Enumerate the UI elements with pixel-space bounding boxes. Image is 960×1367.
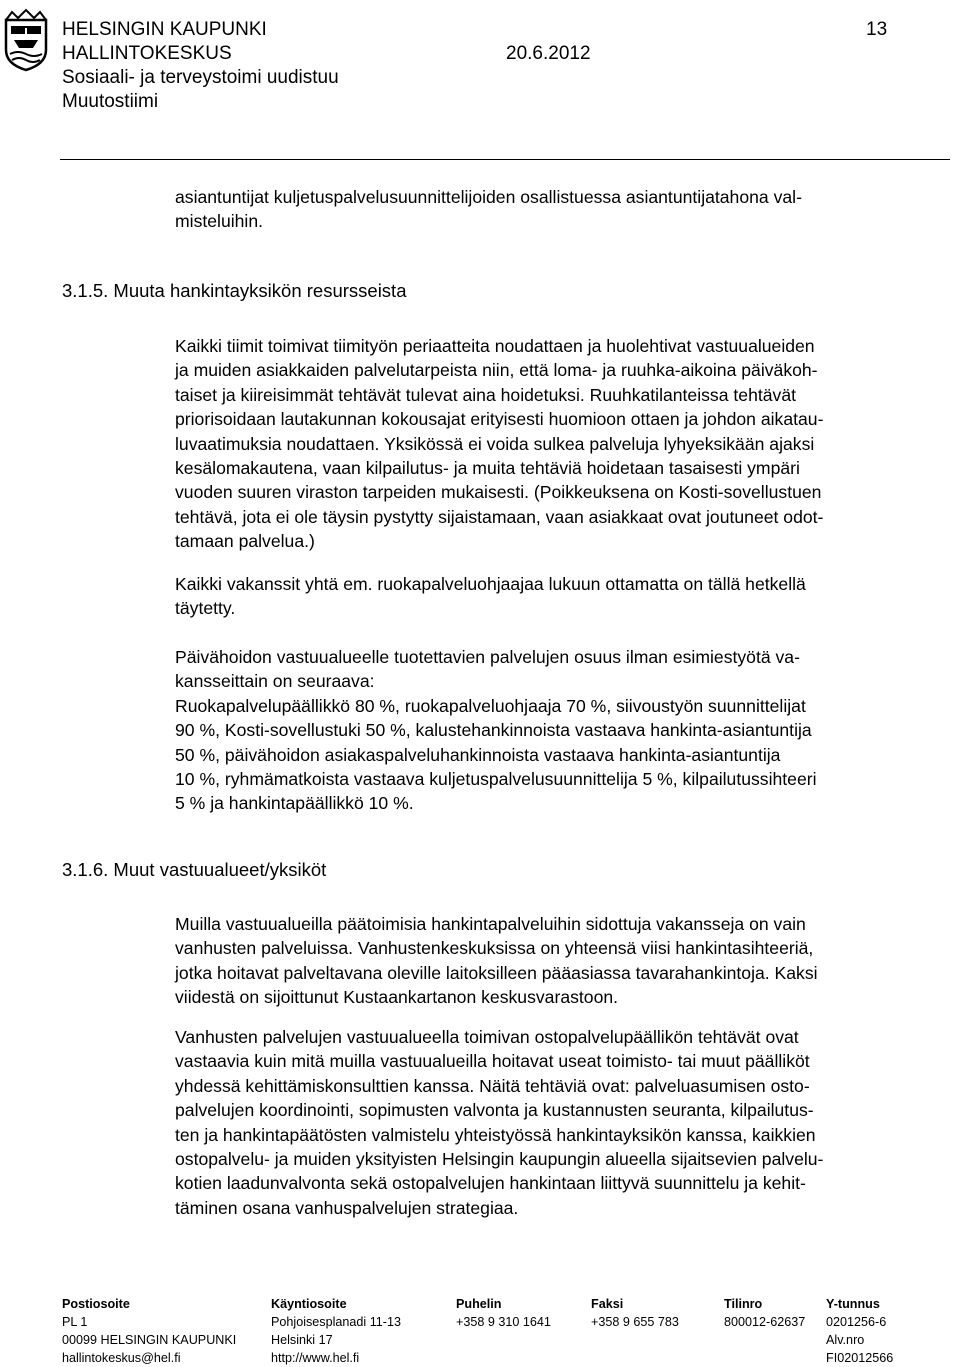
footer-fax: Faksi +358 9 655 783 <box>591 1297 679 1329</box>
header-office: HALLINTOKESKUS <box>62 43 232 64</box>
footer-account-number: Tilinro 800012-62637 <box>724 1297 806 1329</box>
header-date: 20.6.2012 <box>506 43 591 64</box>
section-316-paragraph-2: Vanhusten palvelujen vastuualueella toimivan ostopalvelupäällikön tehtävät ovat vastaavia kuin mitä muilla vastuualueilla hoitavat useat toimisto- tai muut päälliköt yhdessä kehittämiskonsulttien kanssa. Näitä tehtäviä ovat: palveluasumisen osto- palvelujen koordinointi, sopimusten valvonta ja kustannusten seuranta, kilpailutus- ten ja hankintapäätösten valmistelu yhteistyössä hankintayksikön kanssa, kaikkien ostopalvelu- ja muiden yksityisten Helsingin kaupungin alueella sijaitsevien palvelu- kotien laadunvalvonta sekä ostopalvelujen hankintaan liittyvä suunnittelu ja kehit- täminen osana vanhuspalvelujen strategiaa. <box>175 1027 824 1218</box>
header-org: HELSINGIN KAUPUNKI <box>62 19 267 40</box>
header-unit: Sosiaali- ja terveystoimi uudistuu <box>62 67 339 88</box>
footer-visiting-address: Käyntiosoite Pohjoisesplanadi 11-13 Helsinki 17 http://www.hel.fi <box>271 1297 401 1365</box>
footer-postal-address: Postiosoite PL 1 00099 HELSINGIN KAUPUNKI hallintokeskus@hel.fi <box>62 1297 237 1365</box>
helsinki-crest-logo <box>2 6 50 72</box>
footer-phone: Puhelin +358 9 310 1641 <box>456 1297 551 1329</box>
intro-paragraph: asiantuntijat kuljetuspalvelusuunnittelijoiden osallistuessa asiantuntijatahona val- misteluihin. <box>175 187 802 232</box>
header-subunit: Muutostiimi <box>62 91 159 112</box>
header-divider <box>60 159 950 160</box>
footer-business-id: Y-tunnus 0201256-6 Alv.nro FI02012566 <box>826 1297 894 1365</box>
section-316-paragraph-1: Muilla vastuualueilla päätoimisia hankintapalveluihin sidottuja vakansseja on vain vanhusten palveluissa. Vanhustenkeskuksissa on yhteensä viisi hankintasihteeriä, jotka hoitavat palveltavana oleville laitoksilleen pääasiassa tavarahankintoja. Kaksi viidestä on sijoittunut Kustaankartanon keskusvarastoon. <box>175 914 818 1008</box>
section-315-paragraph-2: Kaikki vakanssit yhtä em. ruokapalveluohjaajaa lukuun ottamatta on tällä hetkellä täytetty. <box>175 574 806 619</box>
page-number: 13 <box>866 19 888 40</box>
section-315-paragraph-3: Päivähoidon vastuualueelle tuotettavien palvelujen osuus ilman esimiestyötä va- kansseittain on seuraava: Ruokapalvelupäällikkö 80 %, ruokapalveluohjaaja 70 %, siivoustyön suunnittelijat 90 %, Kosti-sovellustuki 50 %, kalustehankinnoista vastaava hankinta-asiantuntija 50 %, päivähoidon asiakaspalveluhankinnoista vastaava hankinta-asiantuntija 10 %, ryhmämatkoista vastaava kuljetuspalvelusuunnittelija 5 %, kilpailutussihteeri 5 % ja hankintapäällikkö 10 %. <box>175 647 817 814</box>
section-315-paragraph-1: Kaikki tiimit toimivat tiimityön periaatteita noudattaen ja huolehtivat vastuualueiden ja muiden asiakkaiden palvelutarpeista niin, että loma- ja ruuhka-aikoina päiväkoh- taiset ja kiireisimmät tehtävät tulevat aina hoidetuksi. Ruuhkatilanteissa tehtävät priorisoidaan lautakunnan kokousajat erityisesti huomioon ottaen ja johdon aikatau- luvaatimuksia noudattaen. Yksikössä ei voida sulkea palveluja lyhyeksikään ajaksi kesälomakautena, vaan kilpailutus- ja muita tehtäviä hoidetaan tasaisesti ympäri vuoden suuren viraston tarpeiden mukaisesti. (Poikkeuksena on Kosti-sovellustuen tehtävä, jota ei ole täysin pystytty sijaistamaan, vaan asiakkaat ovat joutuneet odot- tamaan palvelua.) <box>175 336 824 552</box>
section-heading-316: 3.1.6. Muut vastuualueet/yksiköt <box>62 859 327 880</box>
section-heading-315: 3.1.5. Muuta hankintayksikön resursseista <box>62 280 407 301</box>
